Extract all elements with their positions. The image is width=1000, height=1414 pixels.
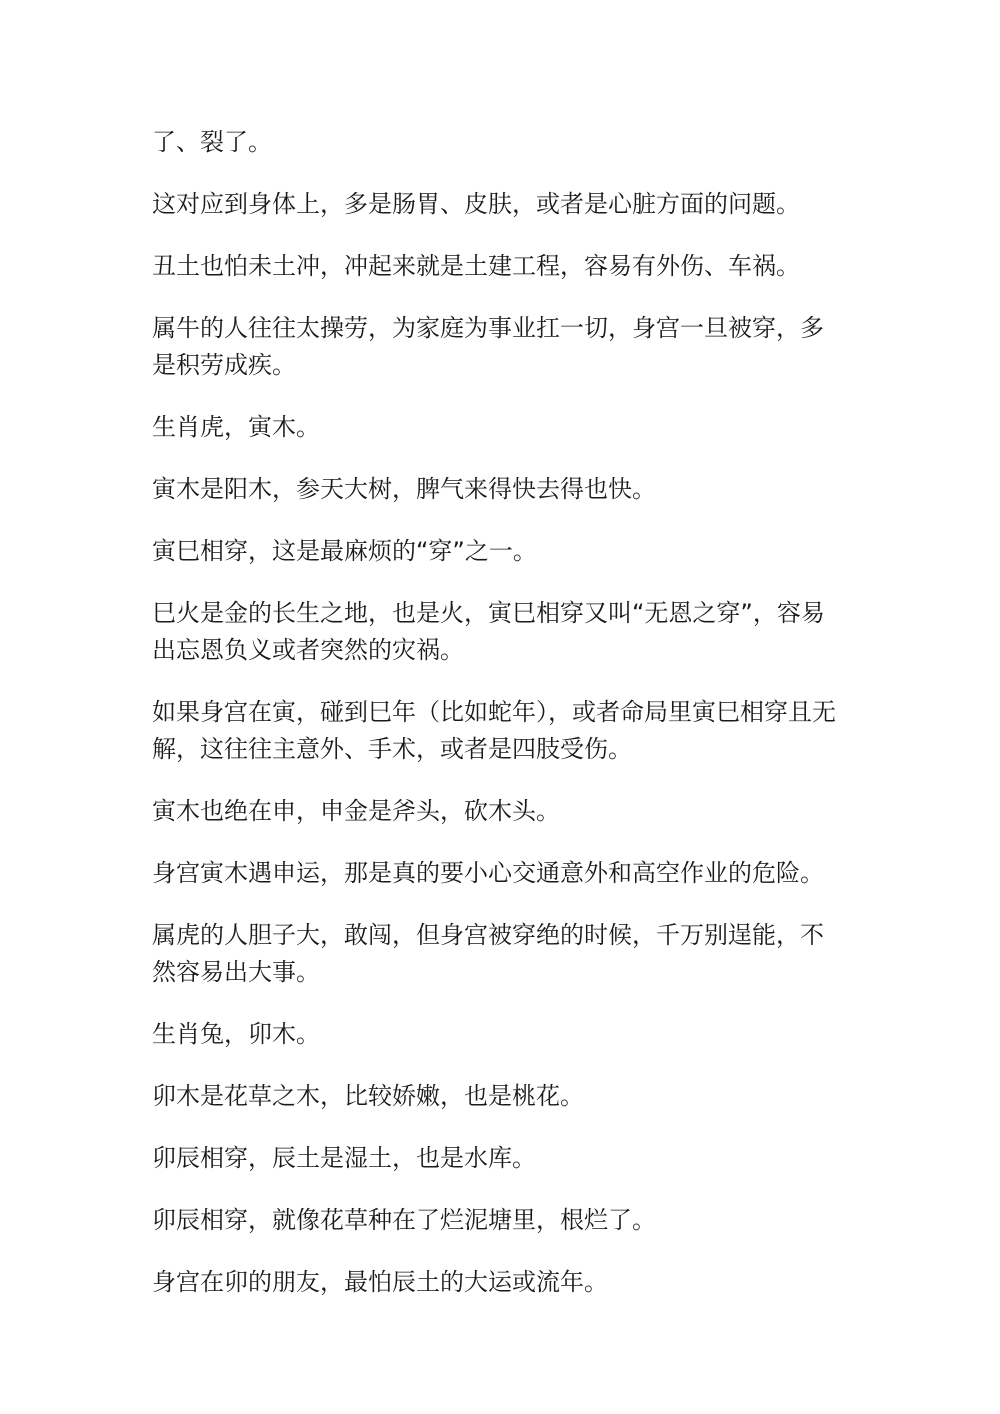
- paragraph: 属虎的人胆子大，敢闯，但身宫被穿绝的时候，千万别逞能，不然容易出大事。: [152, 921, 824, 986]
- paragraph: 了、裂了。: [152, 128, 272, 156]
- paragraph: 卯辰相穿，就像花草种在了烂泥塘里，根烂了。: [152, 1206, 656, 1234]
- paragraph: 这对应到身体上，多是肠胃、皮肤，或者是心脏方面的问题。: [152, 190, 800, 218]
- paragraph: 生肖兔，卯木。: [152, 1020, 320, 1048]
- paragraph: 卯辰相穿，辰土是湿土，也是水库。: [152, 1144, 536, 1172]
- paragraph: 丑土也怕未土冲，冲起来就是土建工程，容易有外伤、车祸。: [152, 252, 800, 280]
- paragraph: 寅木也绝在申，申金是斧头，砍木头。: [152, 797, 560, 825]
- paragraph: 生肖虎，寅木。: [152, 413, 320, 441]
- paragraph: 身宫在卯的朋友，最怕辰土的大运或流年。: [152, 1268, 608, 1296]
- paragraph: 巳火是金的长生之地，也是火，寅巳相穿又叫“无恩之穿”，容易出忘恩负义或者突然的灾祸。: [152, 599, 825, 664]
- paragraph: 卯木是花草之木，比较娇嫩，也是桃花。: [152, 1082, 584, 1110]
- paragraph: 身宫寅木遇申运，那是真的要小心交通意外和高空作业的危险。: [152, 859, 824, 887]
- paragraph: 如果身宫在寅，碰到巳年（比如蛇年），或者命局里寅巳相穿且无解，这往往主意外、手术，或者是四肢受伤。: [152, 698, 836, 763]
- paragraph: 属牛的人往往太操劳，为家庭为事业扛一切，身宫一旦被穿，多是积劳成疾。: [152, 314, 824, 379]
- document-body: [152, 124, 842, 1326]
- paragraph: 寅巳相穿，这是最麻烦的“穿”之一。: [152, 537, 537, 565]
- paragraph: 寅木是阳木，参天大树，脾气来得快去得也快。: [152, 475, 656, 503]
